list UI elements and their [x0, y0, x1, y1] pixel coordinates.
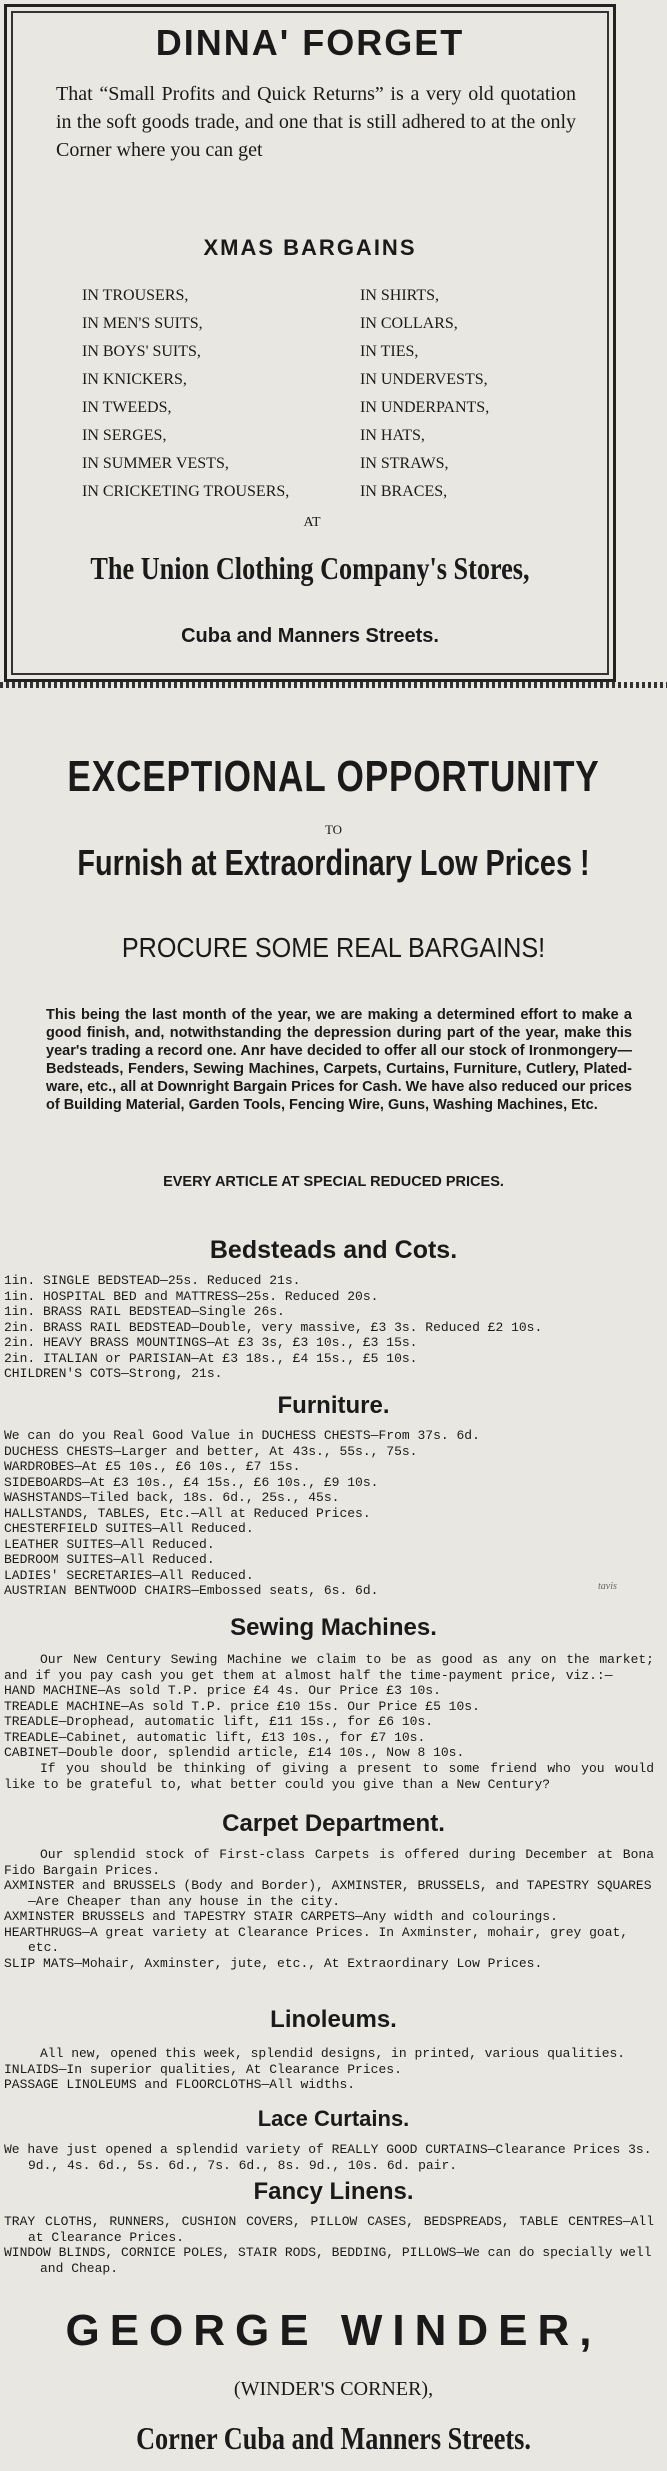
list-item: SIDEBOARDS—At £3 10s., £4 15s., £6 10s., £9 10s.: [4, 1474, 379, 1490]
ad2-intro: This being the last month of the year, we are making a determined effort to make a good finish, and, notwithstanding the depression during part of the year, make this year's trading a record one. Anr have decided to offer all our stock of Ironmongery—Bedsteads, Fenders, Sewing Machines, Carpets, Curtains, Furniture, Cutlery, Plated-ware, etc., all at Downright Bargain Prices for Cash. We have also reduced our prices of Building Material, Garden Tools, Fencing Wire, Guns, Washing Machines, Etc.: [46, 1007, 632, 1113]
furniture-title: Furniture.: [277, 1392, 390, 1419]
list-item: HEARTHRUGS—A great variety at Clearance Prices. In Axminster, mohair, grey goat, etc.: [4, 1924, 629, 1955]
list-item: IN TIES,: [360, 343, 419, 360]
list-item: DUCHESS CHESTS—Larger and better, At 43s., 55s., 75s.: [4, 1443, 418, 1459]
ad2-headline: EXCEPTIONAL OPPORTUNITY: [67, 752, 600, 801]
list-item: IN CRICKETING TROUSERS,: [82, 483, 290, 500]
list-item: PASSAGE LINOLEUMS and FLOORCLOTHS—All widths.: [4, 2077, 356, 2092]
list-item: IN BRACES,: [360, 483, 448, 500]
ad2-to: TO: [324, 822, 343, 837]
ad1-subhead: XMAS BARGAINS: [203, 235, 417, 260]
list-item: WASHSTANDS—Tiled back, 18s. 6d., 25s., 45s.: [4, 1490, 340, 1505]
ad1-left-list: [82, 282, 322, 506]
furniture-list: [4, 1428, 654, 1599]
list-item: LEATHER SUITES—All Reduced.: [4, 1536, 215, 1552]
list-item: TREADLE—Cabinet, automatic lift, £13 10s., for £7 10s.: [4, 1729, 426, 1745]
lace-text: We have just opened a splendid variety of REALLY GOOD CURTAINS—Clearance Prices 3s. 9d., 4s. 6d., 5s. 6d., 7s. 6d., 8s. 9d., 10s. 6d. pair.: [4, 2142, 652, 2173]
fancy-title: Fancy Linens.: [253, 2178, 414, 2205]
list-item: IN HATS,: [360, 427, 425, 444]
window-text: WINDOW BLINDS, CORNICE POLES, STAIR RODS, BEDDING, PILLOWS—We can do specially well and Cheap.: [4, 2245, 652, 2276]
list-item: HAND MACHINE—As sold T.P. price £4 4s. Our Price £3 10s.: [4, 1683, 441, 1698]
list-item: We can do you Real Good Value in DUCHESS CHESTS—From 37s. 6d.: [4, 1428, 480, 1443]
sewing-list: [4, 1683, 654, 1761]
carpet-title: Carpet Department.: [222, 1810, 445, 1837]
list-item: 2in. ITALIAN or PARISIAN—At £3 18s., £4 15s., £5 10s.: [4, 1350, 418, 1366]
linoleums-list: [4, 2046, 654, 2093]
list-item: IN STRAWS,: [360, 455, 449, 472]
lace-title: Lace Curtains.: [257, 2106, 410, 2131]
sewing-title: Sewing Machines.: [230, 1614, 437, 1641]
column-rule: [0, 682, 667, 688]
list-item: IN UNDERPANTS,: [360, 399, 490, 416]
list-item: IN MEN'S SUITS,: [82, 315, 203, 332]
bedsteads-title: Bedsteads and Cots.: [209, 1236, 458, 1264]
ad2-every-article: EVERY ARTICLE AT SPECIAL REDUCED PRICES.: [163, 1174, 504, 1190]
bedsteads-list: [4, 1273, 654, 1382]
list-item: WARDROBES—At £5 10s., £6 10s., £7 15s.: [4, 1459, 301, 1474]
list-item: LADIES' SECRETARIES—All Reduced.: [4, 1567, 254, 1583]
list-item: IN BOYS' SUITS,: [82, 343, 201, 360]
list-item: CHILDREN'S COTS—Strong, 21s.: [4, 1366, 223, 1381]
list-item: IN SUMMER VESTS,: [82, 455, 229, 472]
list-item: 1in. HOSPITAL BED and MATTRESS—25s. Reduced 20s.: [4, 1288, 379, 1304]
list-item: IN TROUSERS,: [82, 287, 189, 304]
list-item: IN SERGES,: [82, 427, 167, 444]
list-item: 1in. SINGLE BEDSTEAD—25s. Reduced 21s.: [4, 1273, 301, 1288]
list-item: BEDROOM SUITES—All Reduced.: [4, 1552, 215, 1567]
ad2-procure: PROCURE SOME REAL BARGAINS!: [121, 932, 546, 963]
list-item: TREADLE—Drophead, automatic lift, £11 15s., for £6 10s.: [4, 1714, 434, 1729]
carpet-list: [4, 1878, 654, 1971]
list-item: AUSTRIAN BENTWOOD CHAIRS—Embossed seats, 6s. 6d.: [4, 1583, 379, 1598]
list-item: 2in. HEAVY BRASS MOUNTINGS—At £3 3s, £3 10s., £3 15s.: [4, 1335, 418, 1350]
list-item: CHESTERFIELD SUITES—All Reduced.: [4, 1521, 254, 1536]
merchant-corner: (WINDER'S CORNER),: [233, 2378, 434, 2400]
ad2-subheadline: Furnish at Extraordinary Low Prices !: [77, 842, 590, 883]
list-item: HALLSTANDS, TABLES, Etc.—All at Reduced Prices.: [4, 1505, 371, 1521]
margin-note: tavis: [598, 1581, 617, 1592]
ad1-at: AT: [303, 515, 321, 530]
list-item: All new, opened this week, splendid designs, in printed, various qualities.: [40, 2046, 626, 2061]
sewing-intro: Our New Century Sewing Machine we claim to be as good as any on the market; and if you pay cash you get them at almost half the time-payment price, viz.:—: [4, 1652, 654, 1683]
list-item: TREADLE MACHINE—As sold T.P. price £10 15s. Our Price £5 10s.: [4, 1698, 480, 1714]
merchant-name: GEORGE WINDER,: [65, 2306, 602, 2355]
list-item: IN COLLARS,: [360, 315, 458, 332]
list-item: AXMINSTER BRUSSELS and TAPESTRY STAIR CARPETS—Any width and colourings.: [4, 1909, 558, 1924]
list-item: AXMINSTER and BRUSSELS (Body and Border), AXMINSTER, BRUSSELS, and TAPESTRY SQUARES—Are Cheaper than any house in the city.: [4, 1878, 652, 1909]
list-item: INLAIDS—In superior qualities, At Clearance Prices.: [4, 2061, 402, 2077]
ad1-right-list: [360, 282, 580, 506]
ad1-headline: DINNA' FORGET: [155, 22, 465, 63]
list-item: IN TWEEDS,: [82, 399, 172, 416]
carpet-intro: Our splendid stock of First-class Carpets is offered during December at Bona Fido Bargain Prices.: [4, 1847, 654, 1878]
list-item: IN KNICKERS,: [82, 371, 187, 388]
list-item: IN SHIRTS,: [360, 287, 440, 304]
list-item: 2in. BRASS RAIL BEDSTEAD—Double, very massive, £3 3s. Reduced £2 10s.: [4, 1319, 543, 1335]
ad1-intro: That “Small Profits and Quick Returns” is a very old quotation in the soft goods trade, and one that is still adhered to at the only Corner where you can get: [56, 83, 576, 161]
list-item: SLIP MATS—Mohair, Axminster, jute, etc., At Extraordinary Low Prices.: [4, 1955, 543, 1971]
ad1-company: The Union Clothing Company's Stores,: [90, 550, 530, 586]
list-item: CABINET—Double door, splendid article, £14 10s., Now 8 10s.: [4, 1745, 465, 1760]
ad1-address: Cuba and Manners Streets.: [181, 625, 439, 647]
list-item: 1in. BRASS RAIL BEDSTEAD—Single 26s.: [4, 1304, 285, 1319]
sewing-outro: If you should be thinking of giving a present to some friend who you would like to be grateful to, what better could you give than a New Century?: [4, 1761, 654, 1792]
linoleums-title: Linoleums.: [270, 2006, 397, 2033]
list-item: IN UNDERVESTS,: [360, 371, 488, 388]
fancy-text: TRAY CLOTHS, RUNNERS, CUSHION COVERS, PILLOW CASES, BEDSPREADS, TABLE CENTRES—All at Clearance Prices.: [4, 2214, 654, 2245]
merchant-street: Corner Cuba and Manners Streets.: [136, 2420, 531, 2456]
